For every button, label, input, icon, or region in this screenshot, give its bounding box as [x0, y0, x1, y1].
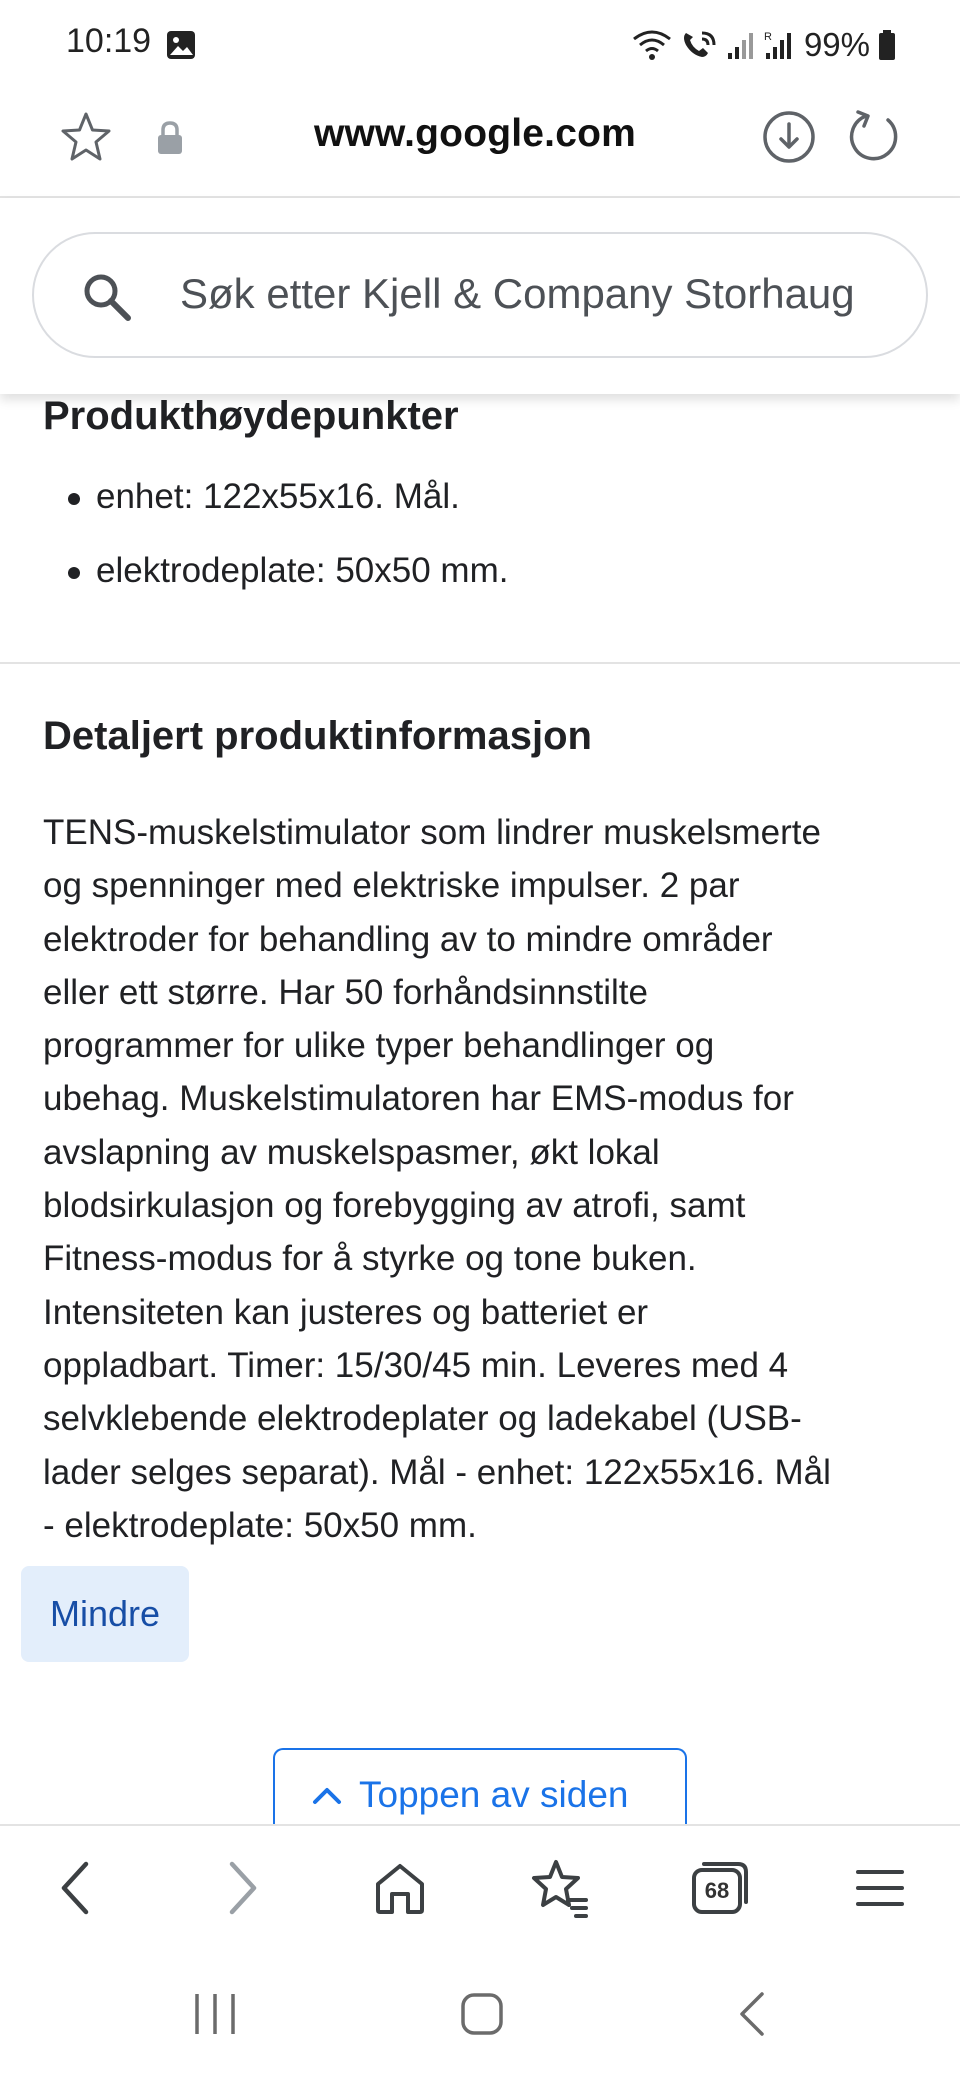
back-to-top-label: Toppen av siden — [359, 1774, 629, 1815]
home-nav-icon[interactable] — [460, 1992, 504, 2036]
battery-icon — [878, 29, 896, 61]
address-bar — [0, 92, 960, 198]
wifi-calling-icon — [680, 29, 718, 61]
description-line: - elektrodeplate: 50x50 mm. — [43, 1505, 477, 1545]
list-item — [43, 476, 508, 550]
status-bar — [0, 0, 960, 92]
description-line: lader selges separat). Mål - enhet: 122x55x16. Mål — [43, 1452, 831, 1492]
search-icon — [80, 270, 134, 324]
highlights-title: Produkthøydepunkter — [43, 394, 459, 438]
section-divider — [0, 662, 960, 664]
description-line: selvklebende elektrodeplater og ladekabel (USB- — [43, 1399, 802, 1439]
url-text[interactable]: www.google.com — [313, 112, 637, 155]
description-line: og spenninger med elektriske impulser. 2 par — [43, 866, 740, 906]
search-area — [0, 198, 960, 394]
tabs-button[interactable] — [688, 1856, 752, 1920]
bookmarks-icon[interactable] — [528, 1856, 592, 1920]
highlights-list — [43, 476, 508, 624]
back-nav-icon[interactable] — [736, 1990, 766, 2038]
menu-icon[interactable] — [848, 1856, 912, 1920]
description-line: Fitness-modus for å styrke og tone buken. — [43, 1239, 697, 1279]
less-button[interactable]: Mindre — [21, 1566, 189, 1662]
bullet-icon — [68, 493, 80, 505]
description-line: Intensiteten kan justeres og batteriet er — [43, 1292, 649, 1332]
list-item — [43, 550, 508, 624]
system-navigation — [0, 1950, 960, 2080]
status-icons — [632, 24, 896, 66]
description-line: ubehag. Muskelstimulatoren har EMS-modus for — [43, 1079, 794, 1119]
battery-percent: 99% — [803, 26, 870, 63]
search-placeholder: Søk etter Kjell & Company Storhaug — [180, 270, 855, 317]
back-icon[interactable] — [46, 1856, 110, 1920]
forward-icon[interactable] — [208, 1856, 272, 1920]
list-item-text: enhet: 122x55x16. Mål. — [96, 477, 460, 516]
image-icon — [166, 30, 196, 60]
reload-icon[interactable] — [846, 108, 902, 164]
description-line: TENS-muskelstimulator som lindrer muskelsmerte — [43, 813, 821, 852]
signal-r-icon — [764, 29, 796, 61]
svg-text:R: R — [763, 31, 772, 43]
home-icon[interactable] — [368, 1856, 432, 1920]
chevron-up-icon — [311, 1784, 343, 1806]
search-input[interactable] — [32, 232, 928, 358]
tab-count: 68 — [704, 1878, 730, 1903]
signal-icon — [726, 29, 756, 61]
description-line: elektroder for behandling av to mindre områder — [43, 919, 773, 959]
browser-toolbar — [0, 1824, 960, 1950]
wifi-icon — [632, 29, 672, 61]
description-line: programmer for ulike typer behandlinger og — [43, 1026, 715, 1066]
recents-icon[interactable] — [192, 1990, 238, 2038]
description-line: oppladbart. Timer: 15/30/45 min. Leveres med 4 — [43, 1345, 789, 1385]
lock-icon[interactable] — [156, 120, 184, 156]
details-title: Detaljert produktinformasjon — [43, 714, 592, 758]
list-item-text: elektrodeplate: 50x50 mm. — [96, 551, 509, 590]
description-line: eller ett større. Har 50 forhåndsinnstilte — [43, 972, 648, 1012]
download-icon[interactable] — [762, 110, 816, 164]
description-line: blodsirkulasjon og forebygging av atrofi, samt — [43, 1186, 746, 1226]
bullet-icon — [68, 567, 80, 579]
status-time: 10:19 — [66, 22, 152, 60]
description-line: avslapning av muskelspasmer, økt lokal — [43, 1132, 660, 1172]
star-icon[interactable] — [58, 110, 114, 166]
details-description — [43, 806, 923, 1552]
